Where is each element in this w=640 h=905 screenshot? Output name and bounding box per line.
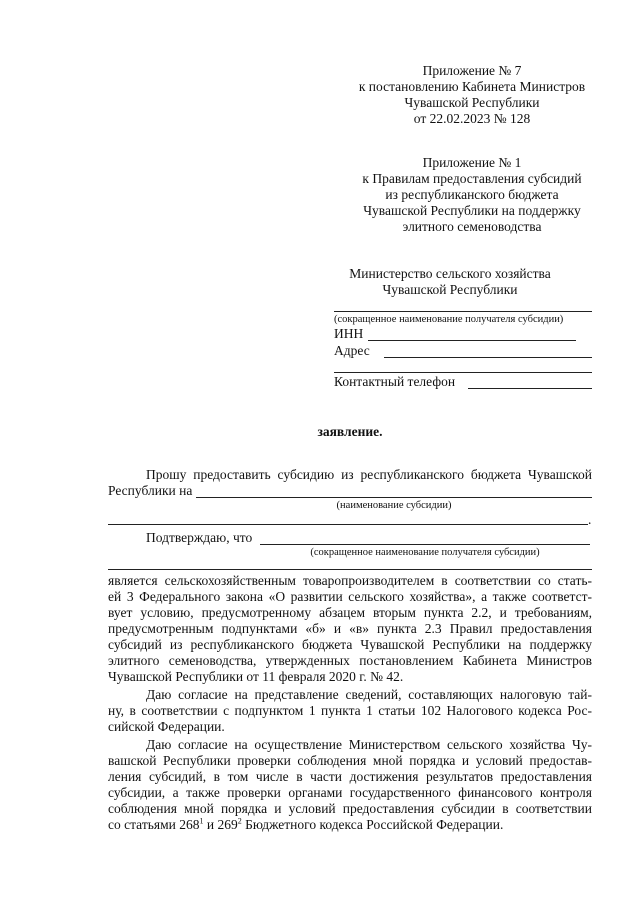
para1-line-5: субсидий из республиканского бюджета Чувашской Республики на поддержку xyxy=(108,637,592,652)
addressee-line-1: Министерство сельского хозяйства xyxy=(349,266,551,281)
para3-last-c: Бюджетного кодекса Российской Федерации. xyxy=(241,817,504,832)
para3-sup-1: 1 xyxy=(199,816,204,826)
appendix-7-line-2: к постановлению Кабинета Министров xyxy=(358,79,586,94)
para3-line-3: ления субсидий, в том числе в части достижения результатов предоставления xyxy=(108,769,592,784)
address-field[interactable] xyxy=(384,357,592,358)
appendix-7-line-4: от 22.02.2023 № 128 xyxy=(413,111,531,126)
para3-last-b: и 269 xyxy=(203,817,238,832)
para3-line-2: вашской Республики проверки соблюдения мной порядка и условий предостав- xyxy=(108,753,592,768)
para1-line-3: вует условию, предусмотренному абзацем вторым пункта 2.2, и требованиям, xyxy=(108,605,592,620)
para1-line-6: элитного семеноводства, утвержденных постановлением Кабинета Министров xyxy=(108,653,592,668)
appendix-7-line-3: Чувашской Республики xyxy=(404,95,540,110)
confirm-recipient-field-line-2[interactable] xyxy=(108,569,592,570)
document-title: заявление. xyxy=(317,424,383,439)
inn-field[interactable] xyxy=(368,340,576,341)
para3-sup-2: 2 xyxy=(237,816,242,826)
appendix-1-line-4: Чувашской Республики на поддержку xyxy=(363,203,581,218)
applicant-name-field[interactable] xyxy=(334,311,592,312)
para1-line-2: ей 3 Федерального закона «О развитии сельского хозяйства», а также соответст- xyxy=(108,589,592,604)
appendix-1-line-5: элитного семеноводства xyxy=(402,219,542,234)
para3-line-5: соблюдения мной порядка и условий предоставления субсидии в соответствии xyxy=(108,801,592,816)
para1-line-7: Чувашской Республики от 11 февраля 2020 г. № 42. xyxy=(108,669,404,684)
request-end-dot: . xyxy=(588,512,592,527)
inn-label: ИНН xyxy=(334,326,364,341)
para2-line-3: сийской Федерации. xyxy=(108,719,225,734)
para2-line-2: ну, в соответствии с подпунктом 1 пункта 1 статьи 102 Налогового кодекса Рос- xyxy=(108,703,592,718)
para2-line-1: Даю согласие на представление сведений, составляющих налоговую тай- xyxy=(146,687,592,702)
phone-field[interactable] xyxy=(468,388,592,389)
phone-label: Контактный телефон xyxy=(334,374,456,389)
para1-line-1: является сельскохозяйственным товаропроизводителем в соответствии со стать- xyxy=(108,573,592,588)
appendix-7-line-1: Приложение № 7 xyxy=(422,63,522,78)
applicant-name-caption: (сокращенное наименование получателя субсидии) xyxy=(334,314,564,325)
subsidy-name-field[interactable] xyxy=(196,497,592,498)
confirm-label: Подтверждаю, что xyxy=(146,530,253,545)
appendix-1-line-3: из республиканского бюджета xyxy=(385,187,559,202)
subsidy-name-caption: (наименование субсидии) xyxy=(336,500,452,511)
address-field-line-2[interactable] xyxy=(334,372,592,373)
subsidy-name-field-line-2[interactable] xyxy=(108,524,588,525)
para1-line-4: предусмотренным подпунктами «б» и «в» пункта 2.3 Правил предоставления xyxy=(108,621,592,636)
para3-line-6 xyxy=(108,817,503,833)
confirm-recipient-field[interactable] xyxy=(260,544,590,545)
request-line-2: Республики на xyxy=(108,483,193,498)
addressee-line-2: Чувашской Республики xyxy=(382,282,518,297)
para3-line-1: Даю согласие на осуществление Министерством сельского хозяйства Чу- xyxy=(146,737,592,752)
para3-last-a: со статьями 268 xyxy=(108,817,200,832)
confirm-recipient-caption: (сокращенное наименование получателя субсидии) xyxy=(310,547,540,558)
para3-line-4: субсидии, а также проверки органами государственного финансового контроля xyxy=(108,785,592,800)
address-label: Адрес xyxy=(334,343,370,358)
appendix-1-line-1: Приложение № 1 xyxy=(422,155,522,170)
appendix-1-line-2: к Правилам предоставления субсидий xyxy=(362,171,582,186)
request-line-1: Прошу предоставить субсидию из республиканского бюджета Чувашской xyxy=(146,467,592,482)
